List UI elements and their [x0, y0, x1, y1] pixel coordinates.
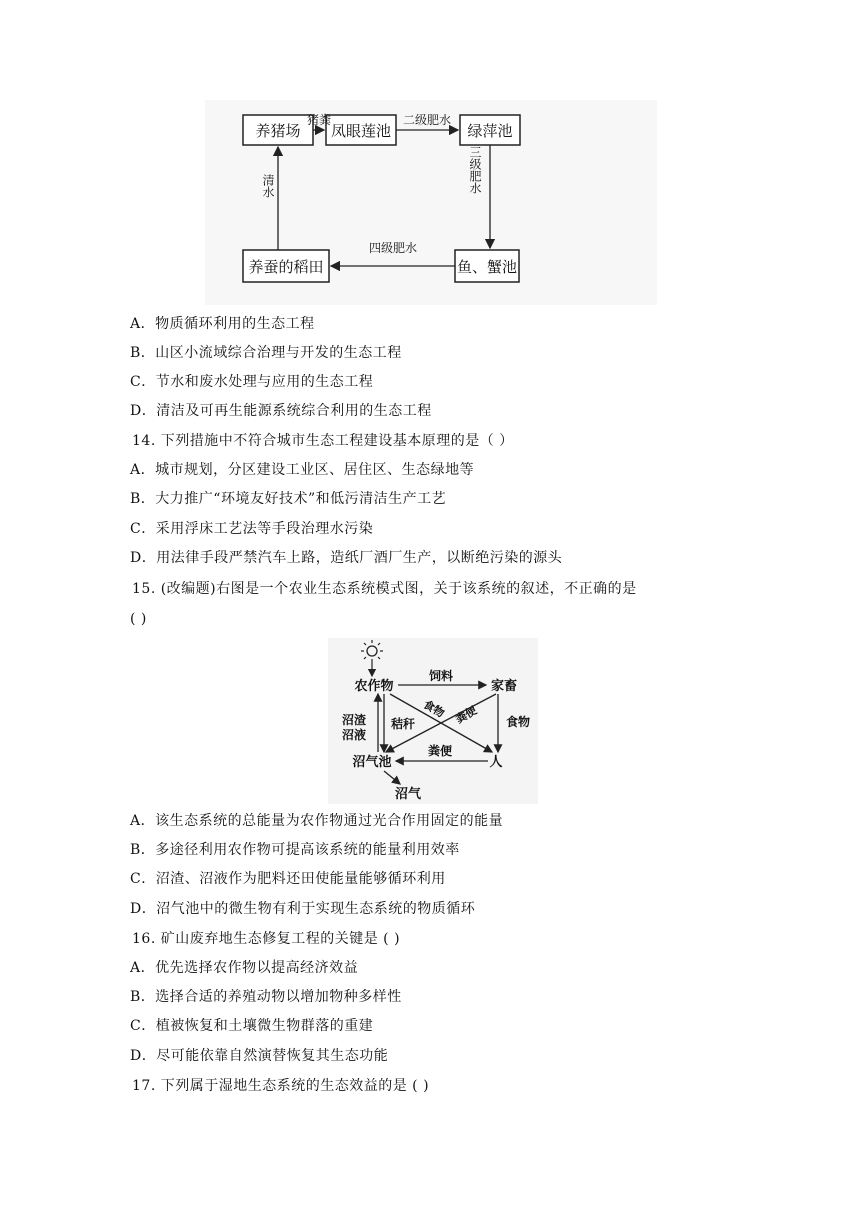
- node-livestock: 家畜: [490, 679, 518, 694]
- box-silkworm-rice-label: 养蚕的稻田: [248, 258, 324, 276]
- q15-option-a: A．该生态系统的总能量为农作物通过光合作用固定的能量: [130, 813, 504, 829]
- label-food-right: 食物: [505, 715, 531, 729]
- q13-option-d: D．清洁及可再生能源系统综合利用的生态工程: [130, 403, 432, 419]
- label-liquid: 沼液: [341, 728, 367, 742]
- node-crops: 农作物: [354, 679, 394, 694]
- q17-stem: 17. 下列属于湿地生态系统的生态效益的是 ( ): [132, 1078, 430, 1094]
- q16-option-a: A．优先选择农作物以提高经济效益: [130, 960, 359, 976]
- label-straw: 秸秆: [390, 717, 416, 731]
- box-lotus-pond-label: 凤眼莲池: [330, 122, 392, 140]
- q14-stem: 14. 下列措施中不符合城市生态工程建设基本原理的是（ ）: [132, 433, 514, 449]
- q15-stem-paren: ( ): [130, 611, 147, 627]
- q13-option-b: B．山区小流域综合治理与开发的生态工程: [130, 345, 402, 361]
- q16-option-d: D．尽可能依靠自然演替恢复其生态功能: [130, 1048, 389, 1064]
- label-manure-bottom: 粪便: [427, 744, 453, 758]
- q16-option-c: C．植被恢复和土壤微生物群落的重建: [130, 1018, 374, 1034]
- label-fertilizer-4: 四级肥水: [368, 241, 418, 255]
- node-biogas: 沼气: [394, 787, 422, 802]
- q16-stem: 16. 矿山废弃地生态修复工程的关键是 ( ): [132, 931, 401, 947]
- q16-option-b: B．选择合适的养殖动物以增加物种多样性: [130, 989, 402, 1005]
- label-clean-water: 清水: [261, 174, 275, 198]
- label-fertilizer-2: 二级肥水: [402, 113, 452, 127]
- q13-option-c: C．节水和废水处理与应用的生态工程: [130, 374, 374, 390]
- q14-option-d: D．用法律手段严禁汽车上路，造纸厂酒厂生产，以断绝污染的源头: [130, 550, 563, 566]
- figure-agri-ecosystem-diagram: [328, 638, 538, 804]
- label-feed: 饲料: [428, 669, 454, 683]
- q14-option-a: A．城市规划，分区建设工业区、居住区、生态绿地等: [130, 462, 475, 478]
- box-fish-crab-pond-label: 鱼、蟹池: [456, 258, 518, 276]
- q15-option-d: D．沼气池中的微生物有利于实现生态系统的物质循环: [130, 901, 476, 917]
- label-food-diagonal: 食物: [420, 697, 447, 721]
- label-pig-manure: 猪粪: [306, 113, 332, 127]
- node-biogas-pool: 沼气池: [352, 755, 392, 770]
- q14-option-b: B．大力推广“环境友好技术”和低污清洁生产工艺: [130, 491, 447, 507]
- label-residue: 沼渣: [341, 713, 367, 727]
- q15-stem: 15. (改编题)右图是一个农业生态系统模式图，关于该系统的叙述，不正确的是: [132, 581, 637, 597]
- box-duckweed-pond-label: 绿萍池: [467, 122, 513, 140]
- q13-option-a: A．物质循环利用的生态工程: [130, 316, 315, 332]
- figure-eco-flow-diagram: [205, 100, 657, 305]
- label-manure-diagonal: 粪便: [453, 703, 480, 727]
- q15-option-c: C．沼渣、沼液作为肥料还田使能量能够循环利用: [130, 871, 446, 887]
- q15-option-b: B．多途径利用农作物可提高该系统的能量利用效率: [130, 842, 460, 858]
- node-human: 人: [489, 755, 503, 770]
- box-pig-farm-label: 养猪场: [255, 122, 301, 140]
- label-fertilizer-3: 三级肥水: [468, 146, 482, 194]
- q14-option-c: C．采用浮床工艺法等手段治理水污染: [130, 521, 374, 537]
